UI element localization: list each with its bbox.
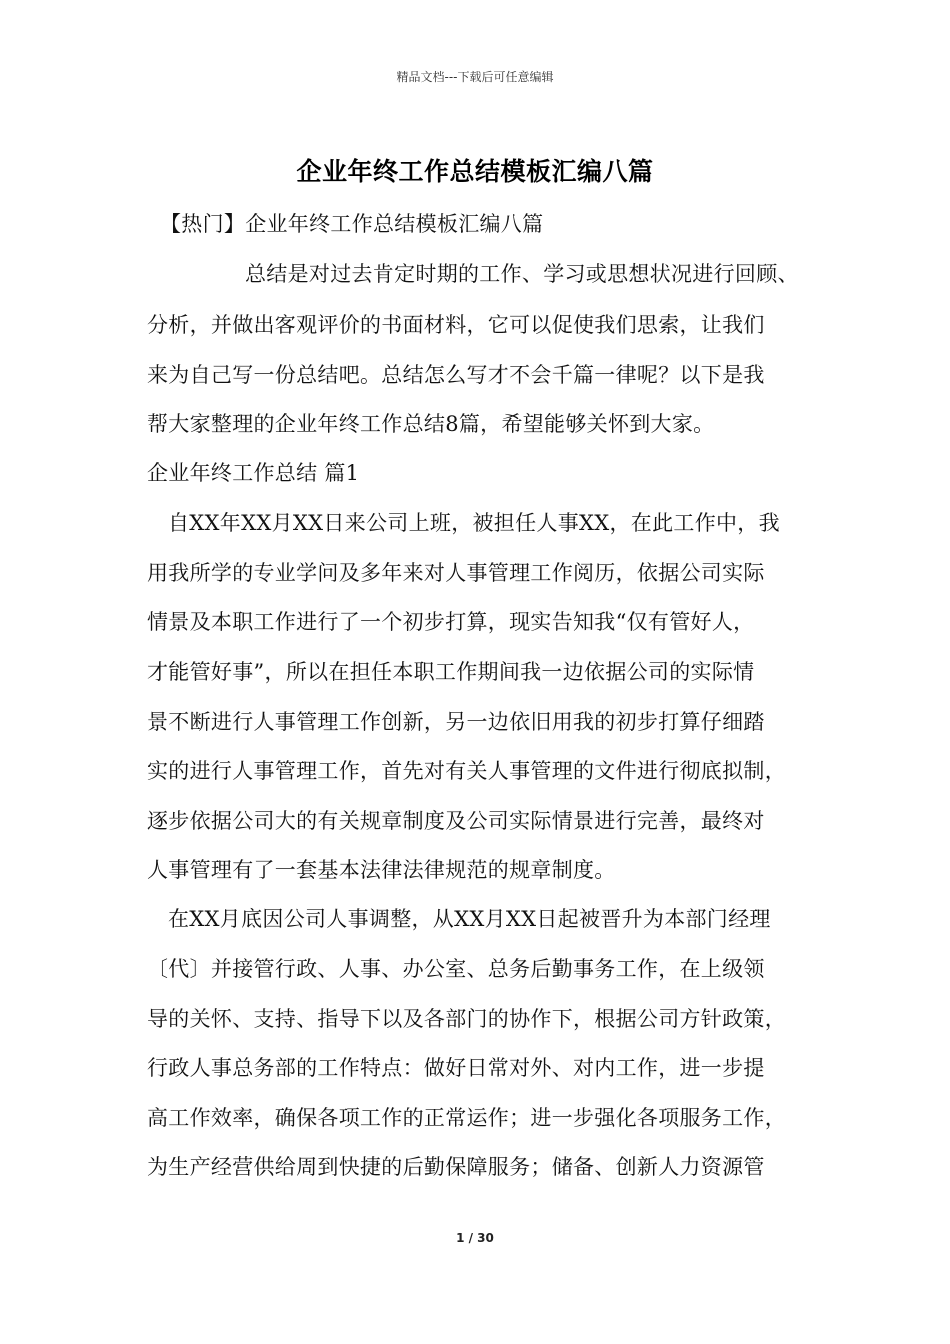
body-line: 人事管理有了一套基本法律法律规范的规章制度。 — [147, 858, 616, 882]
body-line: 〔代〕并接管行政、人事、办公室、总务后勤事务工作，在上级领 — [147, 957, 765, 981]
body-line: 实的进行人事管理工作，首先对有关人事管理的文件进行彻底拟制， — [147, 759, 786, 783]
body-line: 情景及本职工作进行了一个初步打算，现实告知我“仅有管好人， — [147, 610, 755, 634]
body-line: 在XX月底因公司人事调整，从XX月XX日起被晋升为本部门经理 — [168, 907, 771, 931]
page-number: 1 / 30 — [456, 1231, 494, 1245]
body-line: 帮大家整理的企业年终工作总结8篇，希望能够关怀到大家。 — [147, 412, 715, 436]
body-line: 才能管好事”，所以在担任本职工作期间我一边依据公司的实际情 — [147, 660, 755, 684]
body-line: 分析，并做出客观评价的书面材料，它可以促使我们思索，让我们 — [147, 313, 765, 337]
body-line: 景不断进行人事管理工作创新，另一边依旧用我的初步打算仔细踏 — [147, 710, 765, 734]
body-line: 高工作效率，确保各项工作的正常运作；进一步强化各项服务工作， — [147, 1106, 786, 1130]
section-heading: 企业年终工作总结 篇1 — [147, 461, 360, 485]
body-line: 逐步依据公司大的有关规章制度及公司实际情景进行完善，最终对 — [147, 809, 765, 833]
body-line: 导的关怀、支持、指导下以及各部门的协作下，根据公司方针政策， — [147, 1007, 786, 1031]
body-line: 总结是对过去肯定时期的工作、学习或思想状况进行回顾、 — [245, 262, 799, 286]
body-line: 【热门】企业年终工作总结模板汇编八篇 — [160, 212, 544, 236]
body-line: 自XX年XX月XX日来公司上班，被担任人事XX，在此工作中，我 — [168, 511, 780, 535]
body-line: 为生产经营供给周到快捷的后勤保障服务；储备、创新人力资源管 — [147, 1155, 765, 1179]
body-line: 行政人事总务部的工作特点：做好日常对外、对内工作，进一步提 — [147, 1056, 765, 1080]
body-line: 用我所学的专业学问及多年来对人事管理工作阅历，依据公司实际 — [147, 561, 765, 585]
page-header: 精品文档---下载后可任意编辑 — [396, 70, 554, 84]
body-line: 来为自己写一份总结吧。总结怎么写才不会千篇一律呢？以下是我 — [147, 363, 765, 387]
document-title: 企业年终工作总结模板汇编八篇 — [296, 157, 654, 186]
